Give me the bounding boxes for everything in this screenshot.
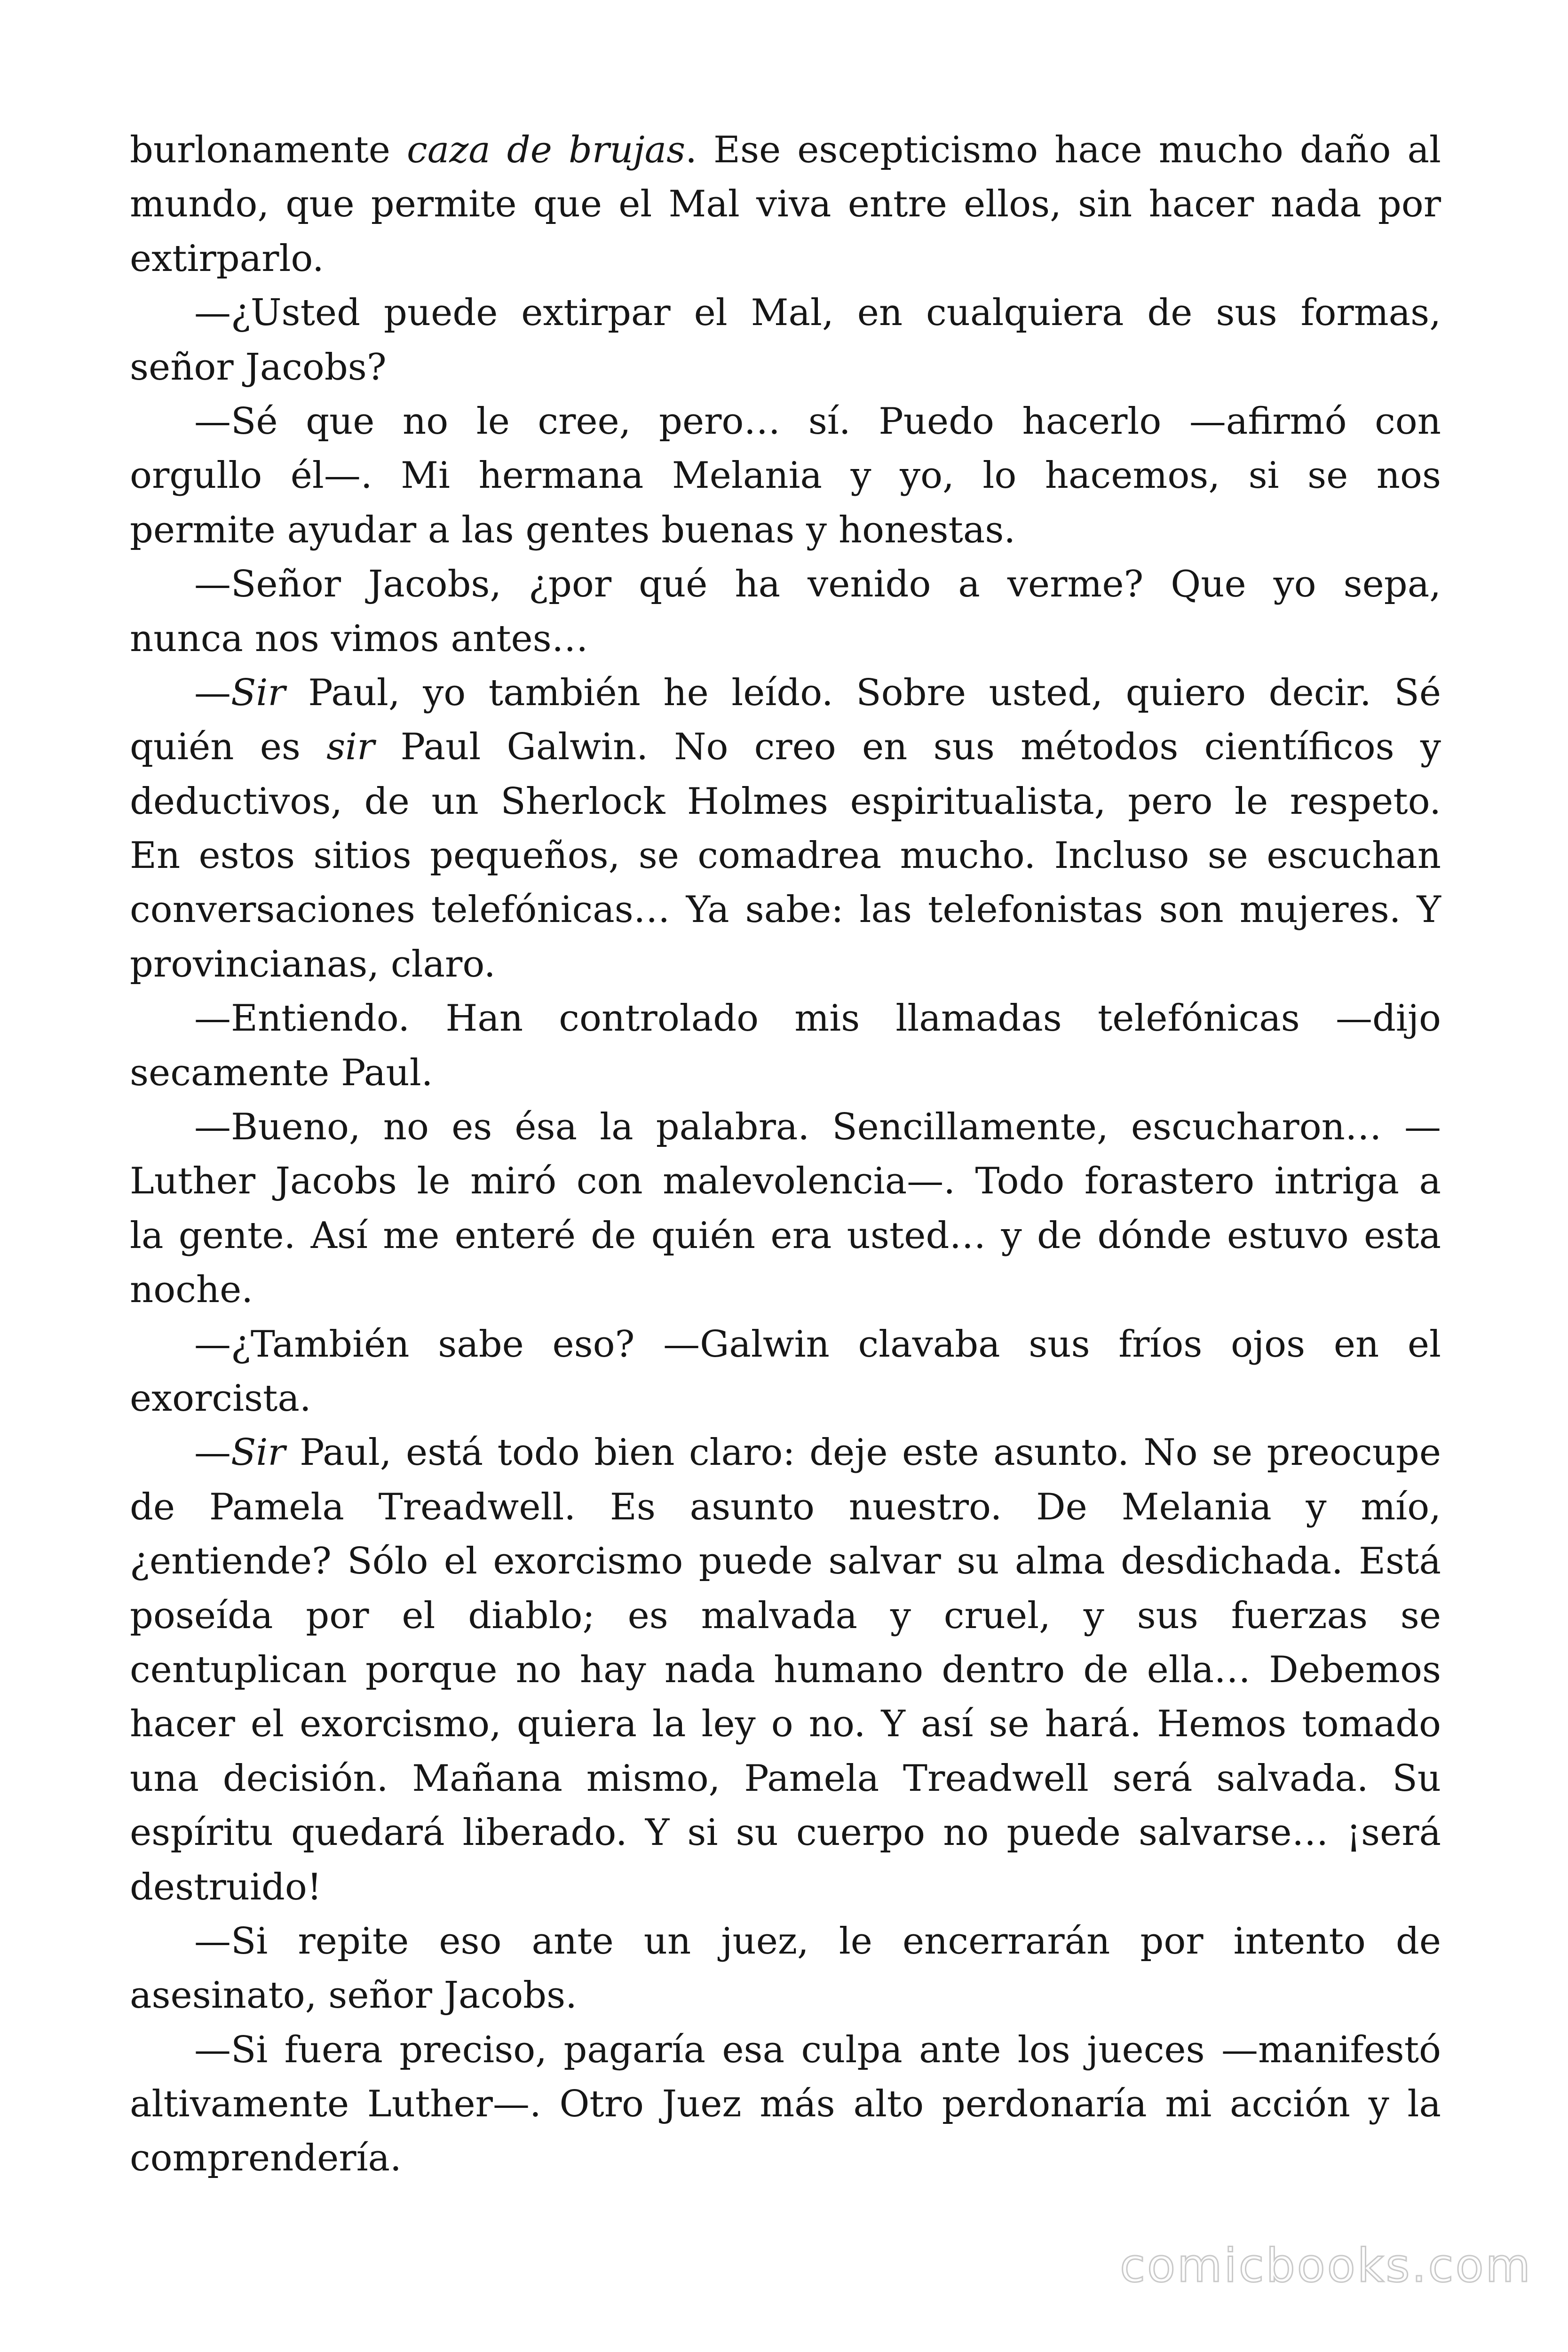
text-line [130,1969,1441,2023]
text-segment: —¿Usted puede extirpar el Mal, en cualquiera de sus formas, [194,292,1441,334]
text-line [130,883,1441,937]
text-segment: —Si fuera preciso, pagaría esa culpa ante los jueces —manifestó [194,2028,1441,2071]
text-line [130,2077,1441,2131]
text-segment: orgullo él—. Mi hermana Melania y yo, lo hacemos, si se nos [130,454,1441,497]
text-segment: burlonamente [130,129,407,171]
text-segment: altivamente Luther—. Otro Juez más alto perdonaría mi acción y la [130,2083,1441,2126]
body-text [130,123,1441,2186]
italic-text: caza de brujas [407,129,686,171]
text-line [130,1372,1441,1426]
text-line [130,1209,1441,1263]
text-line [130,1318,1441,1372]
text-segment: —Sé que no le cree, pero… sí. Puedo hacerlo —afirmó con [194,400,1441,443]
text-segment: —Entiendo. Han controlado mis llamadas telefónicas —dijo [194,997,1441,1040]
text-line [130,1752,1441,1806]
text-segment: asesinato, señor Jacobs. [130,1974,577,2017]
text-segment: espíritu quedará liberado. Y si su cuerpo no puede salvarse… ¡será [130,1812,1441,1854]
text-line [130,720,1441,774]
text-line [130,1534,1441,1589]
text-line [130,829,1441,883]
text-line [130,775,1441,829]
text-line [130,503,1441,557]
text-segment: quién es [130,726,327,769]
text-line [130,341,1441,395]
text-line [130,449,1441,503]
text-line [130,1915,1441,1969]
text-line [130,1263,1441,1317]
text-line [130,1046,1441,1100]
text-segment: una decisión. Mañana mismo, Pamela Treadwell será salvada. Su [130,1757,1441,1800]
text-line [130,1589,1441,1643]
text-line [130,2023,1441,2077]
text-line [130,1100,1441,1154]
text-line [130,1426,1441,1480]
text-segment: . Ese escepticismo hace mucho daño al [685,129,1441,171]
text-segment: —Si repite eso ante un juez, le encerrarán por intento de [194,1920,1441,1963]
italic-text: Sir [231,671,285,714]
text-line [130,1860,1441,1915]
text-line [130,1154,1441,1208]
text-line [130,395,1441,449]
text-line [130,177,1441,231]
text-line [130,123,1441,177]
watermark-text: comicbooks.com [1120,2239,1532,2293]
text-line [130,1697,1441,1751]
text-segment: deductivos, de un Sherlock Holmes espiritualista, pero le respeto. [130,780,1441,823]
text-line [130,1806,1441,1860]
text-segment: extirparlo. [130,237,324,280]
text-segment: de Pamela Treadwell. Es asunto nuestro. De Melania y mío, [130,1486,1441,1528]
text-line [130,1643,1441,1697]
text-line [130,1480,1441,1534]
text-segment: Paul, está todo bien claro: deje este asunto. No se preocupe [285,1431,1441,1474]
text-segment: — [194,1431,231,1474]
text-line [130,232,1441,286]
text-segment: exorcista. [130,1377,311,1420]
text-segment: centuplican porque no hay nada humano dentro de ella… Debemos [130,1648,1441,1691]
text-segment: Luther Jacobs le miró con malevolencia—. Todo forastero intriga a [130,1160,1441,1203]
italic-text: sir [326,726,375,769]
text-line [130,992,1441,1046]
text-segment: —¿También sabe eso? —Galwin clavaba sus fríos ojos en el [194,1323,1441,1366]
text-line [130,666,1441,720]
text-segment: poseída por el diablo; es malvada y cruel, y sus fuerzas se [130,1594,1441,1637]
text-line [130,557,1441,612]
text-segment: En estos sitios pequeños, se comadrea mucho. Incluso se escuchan [130,834,1441,877]
text-segment: noche. [130,1269,253,1311]
italic-text: Sir [231,1431,285,1474]
text-segment: destruido! [130,1866,322,1908]
text-segment: ¿entiende? Sólo el exorcismo puede salvar su alma desdichada. Está [130,1540,1441,1583]
text-segment: comprendería. [130,2137,402,2180]
text-segment: la gente. Así me enteré de quién era usted… y de dónde estuvo esta [130,1214,1441,1257]
text-segment: mundo, que permite que el Mal viva entre ellos, sin hacer nada por [130,183,1441,226]
text-line [130,938,1441,992]
text-segment: Paul, yo también he leído. Sobre usted, quiero decir. Sé [285,671,1441,714]
text-segment: nunca nos vimos antes… [130,617,588,660]
text-line [130,612,1441,666]
text-segment: Paul Galwin. No creo en sus métodos científicos y [374,726,1441,769]
text-segment: — [194,671,231,714]
text-segment: secamente Paul. [130,1051,433,1094]
text-segment: conversaciones telefónicas… Ya sabe: las telefonistas son mujeres. Y [130,889,1441,931]
text-segment: —Bueno, no es ésa la palabra. Sencillamente, escucharon… — [194,1106,1441,1149]
text-line [130,2131,1441,2185]
text-line [130,286,1441,340]
text-segment: —Señor Jacobs, ¿por qué ha venido a verme? Que yo sepa, [194,563,1441,606]
text-segment: hacer el exorcismo, quiera la ley o no. Y así se hará. Hemos tomado [130,1703,1441,1746]
text-segment: señor Jacobs? [130,346,387,389]
text-segment: permite ayudar a las gentes buenas y honestas. [130,509,1016,551]
text-segment: provincianas, claro. [130,943,496,985]
